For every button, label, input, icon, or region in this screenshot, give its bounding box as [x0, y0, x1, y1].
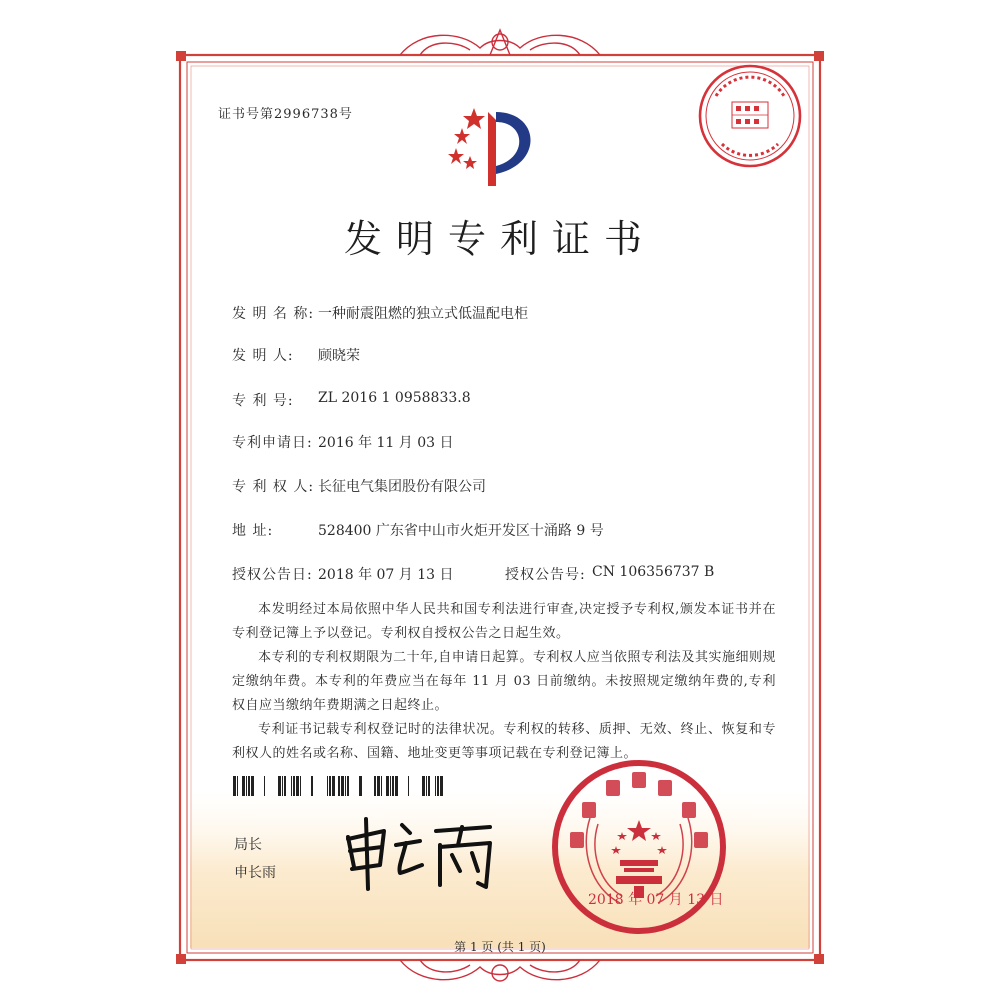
signatory-role: 局长	[234, 837, 262, 853]
field-label-address: 地 址:	[232, 523, 274, 539]
certificate-number: 证书号第2996738号	[218, 107, 353, 122]
field-label-patent-number: 专 利 号:	[232, 393, 294, 409]
field-value-address: 528400 广东省中山市火炬开发区十涌路 9 号	[318, 523, 604, 539]
field-value-inventor: 顾晓荣	[318, 348, 360, 364]
certificate-title: 发明专利证书	[343, 217, 656, 261]
handwritten-signature	[340, 815, 500, 895]
patent-office-logo	[440, 100, 550, 190]
field-label-publication-number: 授权公告号:	[505, 567, 586, 583]
field-label-patentee: 专 利 权 人:	[232, 479, 315, 495]
body-paragraph: 本发明经过本局依照中华人民共和国专利法进行审查,决定授予专利权,颁发本证书并在专利登记簿上予以登记。专利权自授权公告之日起生效。	[232, 602, 776, 641]
field-value-application-date: 2016 年 11 月 03 日	[318, 435, 454, 451]
seal-date: 2018 年 07 月 13 日	[588, 892, 724, 908]
page-number-footer: 第 1 页 (共 1 页)	[454, 940, 546, 954]
signatory-name: 申长雨	[234, 865, 276, 881]
field-value-invention-name: 一种耐震阻燃的独立式低温配电柜	[318, 306, 528, 322]
field-value-patent-number: ZL 2016 1 0958833.8	[318, 390, 471, 406]
body-paragraph: 专利证书记载专利权登记时的法律状况。专利权的转移、质押、无效、终止、恢复和专利权人的姓名或名称、国籍、地址变更等事项记载在专利登记簿上。	[232, 722, 776, 761]
field-value-patentee: 长征电气集团股份有限公司	[318, 479, 486, 495]
field-label-application-date: 专利申请日:	[232, 435, 313, 451]
certificate-body	[232, 598, 776, 766]
official-seal	[550, 758, 728, 936]
tax-stamp	[696, 62, 804, 170]
field-value-grant-date: 2018 年 07 月 13 日	[318, 567, 454, 583]
field-value-publication-number: CN 106356737 B	[592, 564, 715, 580]
field-label-invention-name: 发 明 名 称:	[232, 306, 315, 322]
field-label-grant-date: 授权公告日:	[232, 567, 313, 583]
barcode	[233, 776, 445, 796]
field-label-inventor: 发 明 人:	[232, 348, 294, 364]
body-paragraph: 本专利的专利权期限为二十年,自申请日起算。专利权人应当依照专利法及其实施细则规定缴纳年费。本专利的年费应当在每年 11 月 03 日前缴纳。未按照规定缴纳年费的,专利权自应当缴纳年费期满之日起终止。	[232, 650, 776, 713]
